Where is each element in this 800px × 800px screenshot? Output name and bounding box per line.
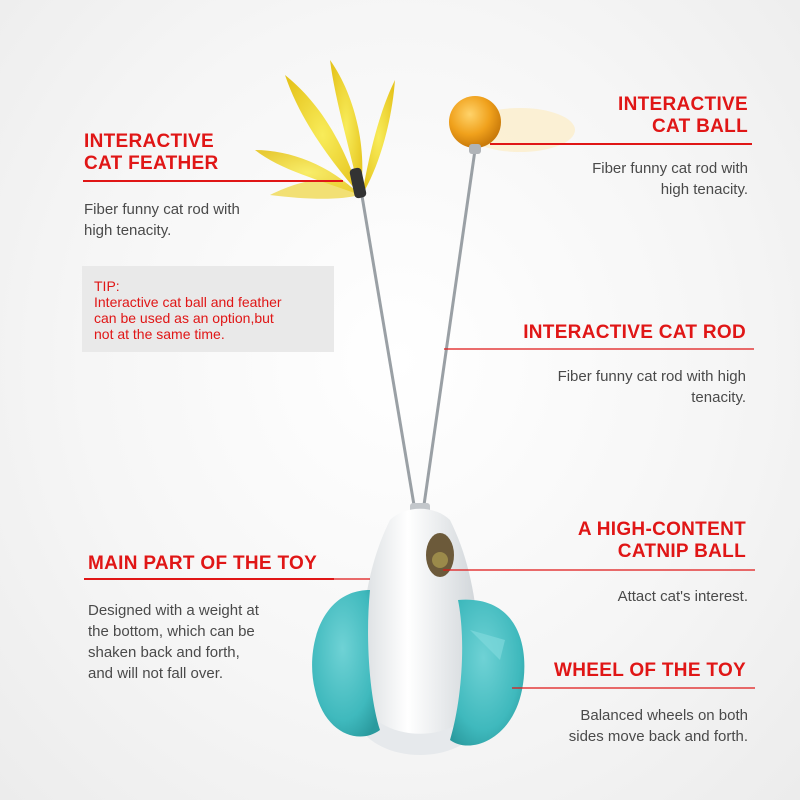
ball-desc-line1: Fiber funny cat rod with [592,160,748,177]
wheel-desc-line2: sides move back and forth. [568,728,748,745]
main-part-heading [88,553,317,575]
ball-rod [424,150,475,505]
catnip-heading-line1: A HIGH-CONTENT [577,519,746,540]
tip-line1: Interactive cat ball and feather [94,294,282,310]
main-part-heading-text: MAIN PART OF THE TOY [88,553,318,574]
wheel-heading-text: WHEEL OF THE TOY [554,660,746,681]
cat-ball-icon [449,96,575,154]
ball-heading-line2: CAT BALL [652,116,748,137]
rod-heading-text: INTERACTIVE CAT ROD [523,322,746,343]
feather-underline [83,180,343,182]
tip-line2: can be used as an option,but [94,310,274,326]
main-part-desc-line1: Designed with a weight at [88,602,259,619]
main-part-desc-line4: and will not fall over. [88,665,224,682]
ball-underline [490,143,752,145]
feather-description [84,199,240,241]
main-part-underline [84,578,334,580]
catnip-description [618,586,748,607]
tip-line3: not at the same time. [94,326,225,342]
ball-heading-line1: INTERACTIVE [618,94,748,115]
rod-description [558,366,746,408]
tip-label: TIP: [94,278,120,294]
feather-heading [84,131,219,175]
catnip-desc-text: Attact cat's interest. [617,588,748,605]
wheel-description [569,705,748,747]
ball-heading [618,94,748,138]
feather-desc-line2: high tenacity. [84,222,172,239]
feather-heading-line1: INTERACTIVE [84,131,214,152]
feather-icon [255,60,395,199]
rod-desc-line2: tenacity. [691,389,746,406]
ball-description [592,158,748,200]
ball-desc-line2: high tenacity. [660,181,748,198]
feather-heading-line2: CAT FEATHER [84,153,219,174]
rod-heading [523,322,746,344]
main-part-description [88,600,259,684]
rod-desc-line1: Fiber funny cat rod with high [557,368,746,385]
main-part-desc-line3: shaken back and forth, [88,644,240,661]
wheel-heading [554,660,746,682]
feather-desc-line1: Fiber funny cat rod with [84,201,240,218]
catnip-heading-line2: CATNIP BALL [617,541,746,562]
feather-rod [361,190,414,505]
wheel-desc-line1: Balanced wheels on both [580,707,748,724]
main-part-desc-line2: the bottom, which can be [88,623,255,640]
tip-box [82,266,334,352]
catnip-heading [578,519,746,563]
